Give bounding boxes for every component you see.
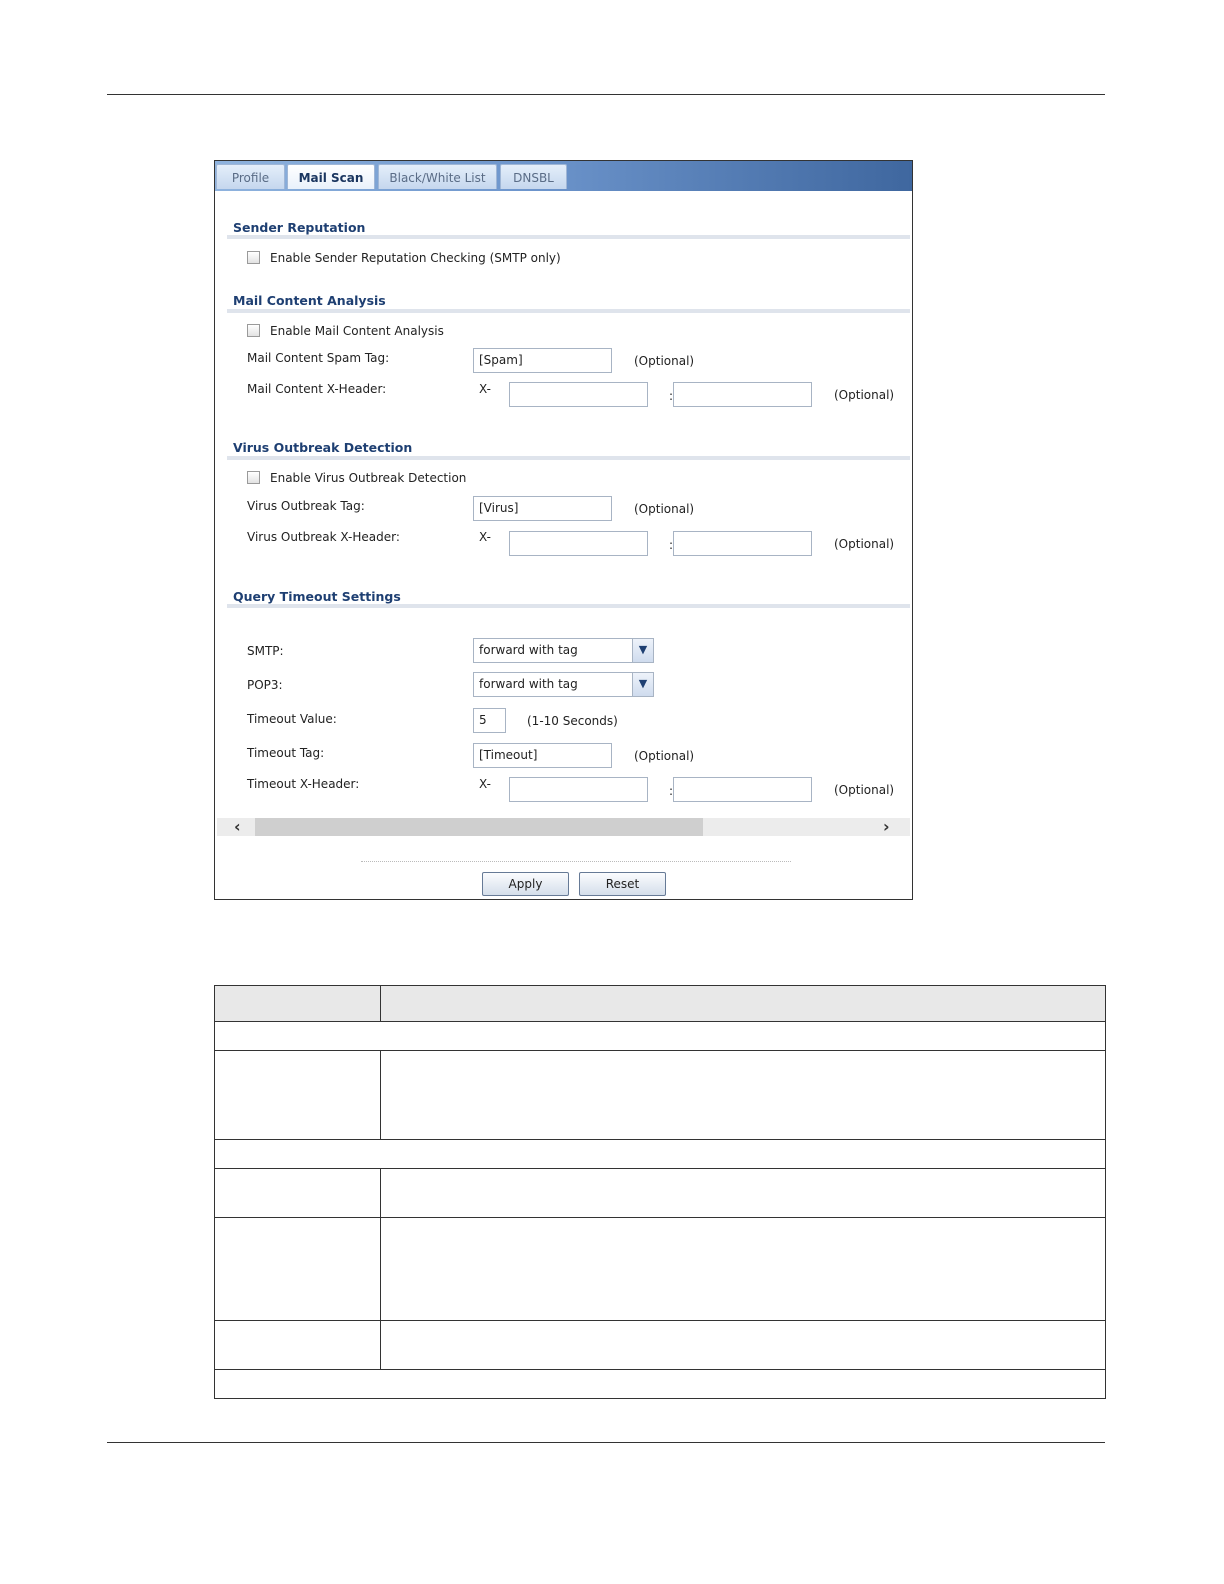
virus-outbreak-xheader-value-input[interactable] [673, 531, 812, 556]
button-divider [361, 861, 791, 862]
table-cell [381, 1321, 1106, 1370]
table-row [215, 1051, 1106, 1140]
table-cell [215, 1169, 381, 1218]
optional-label: (Optional) [834, 537, 895, 551]
x-prefix-label: X- [479, 382, 491, 396]
timeout-value-input[interactable]: 5 [473, 708, 506, 733]
header-rule [107, 94, 1105, 95]
virus-outbreak-xheader-name-input[interactable] [509, 531, 648, 556]
tab-mail-scan[interactable]: Mail Scan [287, 164, 375, 189]
scrollbar-thumb[interactable] [255, 818, 703, 836]
x-prefix-label: X- [479, 530, 491, 544]
table-row [215, 1022, 1106, 1051]
section-title-sender-reputation: Sender Reputation [233, 220, 366, 235]
mail-content-spam-tag-input[interactable]: [Spam] [473, 348, 612, 373]
optional-label: (Optional) [634, 749, 695, 763]
smtp-select[interactable] [473, 638, 654, 663]
colon-label: : [669, 538, 674, 552]
mail-content-xheader-value-input[interactable] [673, 382, 812, 407]
chevron-right-icon[interactable]: › [883, 817, 890, 836]
timeout-range-label: (1-10 Seconds) [527, 714, 618, 728]
table-cell [215, 1051, 381, 1140]
table-header-cell [381, 986, 1106, 1022]
table-row [215, 1370, 1106, 1399]
table-header-row [215, 986, 1106, 1022]
field-description-table [214, 985, 1106, 1399]
section-divider [227, 235, 910, 239]
tab-bar [215, 161, 912, 191]
table-row [215, 1140, 1106, 1169]
footer-rule [107, 1442, 1105, 1443]
section-title-mail-content: Mail Content Analysis [233, 293, 386, 308]
table-row [215, 1169, 1106, 1218]
colon-label: : [669, 784, 674, 798]
tab-black-white-list[interactable]: Black/White List [378, 164, 497, 189]
horizontal-scrollbar[interactable] [217, 818, 910, 836]
timeout-tag-label: Timeout Tag: [247, 746, 325, 760]
x-prefix-label: X- [479, 777, 491, 791]
chevron-left-icon[interactable]: ‹ [234, 817, 241, 836]
section-divider [227, 604, 910, 608]
enable-virus-outbreak-label: Enable Virus Outbreak Detection [270, 471, 467, 485]
smtp-selected-value: forward with tag [479, 643, 578, 657]
colon-label: : [669, 389, 674, 403]
optional-label: (Optional) [834, 388, 895, 402]
virus-outbreak-tag-label: Virus Outbreak Tag: [247, 499, 365, 513]
chevron-down-icon[interactable]: ▼ [632, 673, 653, 696]
section-title-query-timeout: Query Timeout Settings [233, 589, 401, 604]
table-cell [215, 1022, 1106, 1051]
table-cell [215, 1218, 381, 1321]
table-header-cell [215, 986, 381, 1022]
mail-content-spam-tag-label: Mail Content Spam Tag: [247, 351, 390, 365]
pop3-selected-value: forward with tag [479, 677, 578, 691]
section-divider [227, 309, 910, 313]
table-cell [215, 1321, 381, 1370]
mail-scan-screen [214, 160, 913, 900]
table-cell [381, 1218, 1106, 1321]
mail-content-xheader-label: Mail Content X-Header: [247, 382, 387, 396]
timeout-value-label: Timeout Value: [247, 712, 337, 726]
table-row [215, 1321, 1106, 1370]
reset-button[interactable]: Reset [579, 872, 666, 896]
table-cell [381, 1051, 1106, 1140]
pop3-label: POP3: [247, 678, 283, 692]
timeout-xheader-value-input[interactable] [673, 777, 812, 802]
enable-sender-reputation-checkbox[interactable] [247, 251, 260, 264]
table-cell [215, 1140, 1106, 1169]
enable-mail-content-checkbox[interactable] [247, 324, 260, 337]
optional-label: (Optional) [634, 354, 695, 368]
pop3-select[interactable] [473, 672, 654, 697]
optional-label: (Optional) [634, 502, 695, 516]
optional-label: (Optional) [834, 783, 895, 797]
virus-outbreak-tag-input[interactable]: [Virus] [473, 496, 612, 521]
table-cell [215, 1370, 1106, 1399]
enable-virus-outbreak-checkbox[interactable] [247, 471, 260, 484]
table-cell [381, 1169, 1106, 1218]
timeout-xheader-name-input[interactable] [509, 777, 648, 802]
tab-dnsbl[interactable]: DNSBL [500, 164, 567, 189]
table-row [215, 1218, 1106, 1321]
timeout-tag-input[interactable]: [Timeout] [473, 743, 612, 768]
section-title-virus-outbreak: Virus Outbreak Detection [233, 440, 413, 455]
enable-sender-reputation-label: Enable Sender Reputation Checking (SMTP only) [270, 251, 561, 265]
smtp-label: SMTP: [247, 644, 284, 658]
chevron-down-icon[interactable]: ▼ [632, 639, 653, 662]
apply-button[interactable]: Apply [482, 872, 569, 896]
tab-profile[interactable]: Profile [216, 164, 285, 189]
enable-mail-content-label: Enable Mail Content Analysis [270, 324, 444, 338]
mail-content-xheader-name-input[interactable] [509, 382, 648, 407]
virus-outbreak-xheader-label: Virus Outbreak X-Header: [247, 530, 400, 544]
section-divider [227, 456, 910, 460]
timeout-xheader-label: Timeout X-Header: [247, 777, 360, 791]
